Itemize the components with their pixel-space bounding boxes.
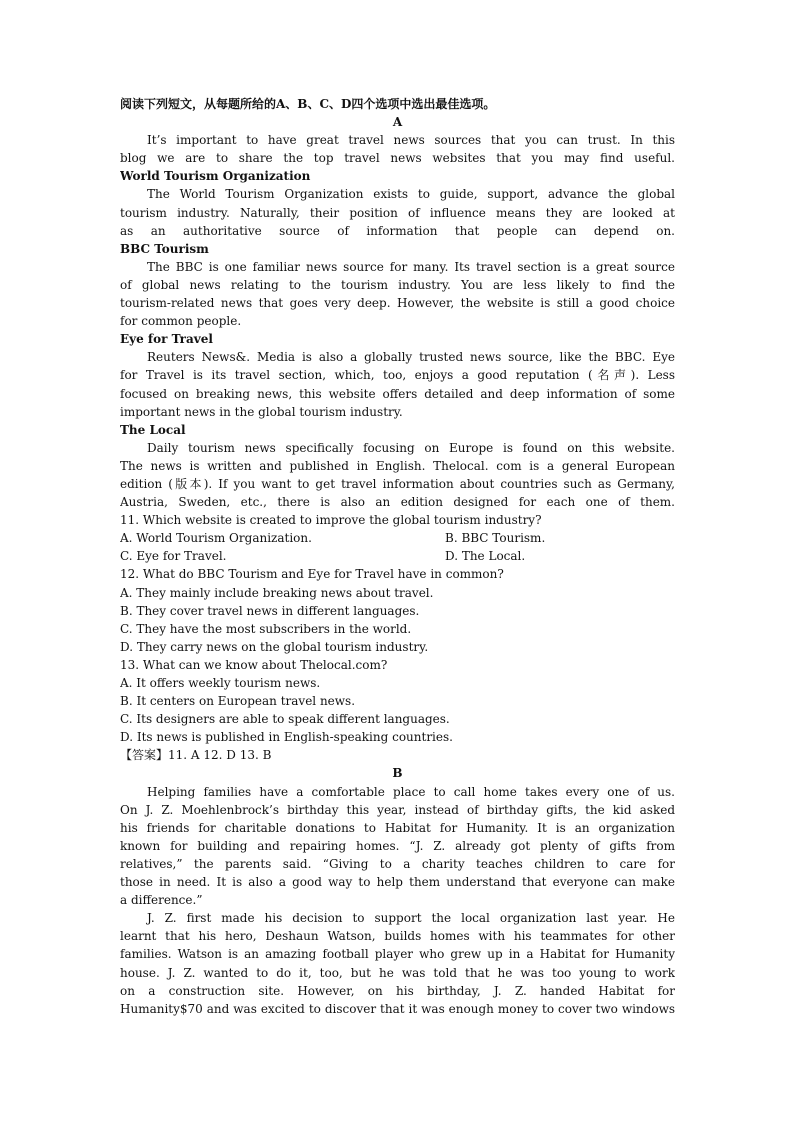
body-line: J. Z. first made his decision to support the local organization last year. He bbox=[147, 911, 675, 926]
body-line: On J. Z. Moehlenbrock’s birthday this year, instead of birthday gifts, the kid asked bbox=[120, 802, 675, 817]
answer-key: 【答案】11. A 12. D 13. B bbox=[120, 748, 272, 763]
option: B. It centers on European travel news. bbox=[120, 694, 356, 709]
body-line: for Travel is its travel section, which, too, enjoys a good reputation (名声). Less bbox=[120, 368, 675, 383]
section-heading: BBC Tourism bbox=[120, 241, 209, 256]
section-heading: The Local bbox=[120, 422, 186, 437]
body-line: as an authoritative source of information that people can depend on. bbox=[120, 223, 675, 238]
section-heading: World Tourism Organization bbox=[120, 169, 311, 184]
body-line: Reuters News&. Media is also a globally trusted news source, like the BBC. Eye bbox=[147, 350, 675, 365]
document-page bbox=[120, 95, 675, 1018]
body-line: focused on breaking news, this website offers detailed and deep information of some bbox=[120, 386, 675, 401]
option: D. The Local. bbox=[445, 549, 526, 564]
option: B. BBC Tourism. bbox=[445, 531, 546, 546]
option-row bbox=[120, 547, 675, 565]
body-line: important news in the global tourism industry. bbox=[120, 404, 403, 419]
section-heading: Eye for Travel bbox=[120, 332, 213, 347]
body-line: The BBC is one familiar news source for many. Its travel section is a great source bbox=[147, 259, 675, 274]
option: A. It offers weekly tourism news. bbox=[120, 676, 321, 690]
option: A. They mainly include breaking news about travel. bbox=[120, 585, 434, 600]
option: B. They cover travel news in different languages. bbox=[120, 603, 420, 618]
option: C. Its designers are able to speak different languages. bbox=[120, 712, 450, 727]
intro-line: blog we are to share the top travel news websites that you may find useful. bbox=[120, 151, 675, 166]
body-line: edition (版本). If you want to get travel information about countries such as Germany, bbox=[120, 476, 675, 491]
body-line: relatives,” the parents said. “Giving to a charity teaches children to care for bbox=[120, 856, 675, 871]
option: C. Eye for Travel. bbox=[120, 549, 227, 564]
instruction: 阅读下列短文，从每题所给的A、B、C、D四个选项中选出最佳选项。 bbox=[120, 97, 496, 111]
body-line: of global news relating to the tourism industry. You are less likely to find the bbox=[120, 277, 675, 292]
body-line: known for building and repairing homes. “J. Z. already got plenty of gifts from bbox=[120, 838, 675, 853]
body-line: Daily tourism news specifically focusing on Europe is found on this website. bbox=[147, 440, 675, 455]
body-line: Austria, Sweden, etc., there is also an edition designed for each one of them. bbox=[120, 495, 675, 510]
body-line: families. Watson is an amazing football player who grew up in a Habitat for Humanity bbox=[120, 947, 675, 962]
question-stem: 13. What can we know about Thelocal.com? bbox=[120, 657, 388, 672]
body-line: on a construction site. However, on his birthday, J. Z. handed Habitat for bbox=[120, 983, 675, 998]
body-line: tourism-related news that goes very deep. However, the website is still a good choice bbox=[120, 296, 675, 311]
body-line: those in need. It is also a good way to help them understand that everyone can make bbox=[120, 875, 675, 890]
body-line: learnt that his hero, Deshaun Watson, builds homes with his teammates for other bbox=[120, 929, 675, 944]
intro-line: It’s important to have great travel news sources that you can trust. In this bbox=[147, 133, 675, 148]
body-line: The World Tourism Organization exists to guide, support, advance the global bbox=[147, 187, 675, 202]
option-row bbox=[120, 529, 675, 547]
body-line: Humanity$70 and was excited to discover that it was enough money to cover two windows bbox=[120, 1001, 675, 1016]
passage-b-label: B bbox=[392, 766, 403, 781]
body-line: tourism industry. Naturally, their position of influence means they are looked at bbox=[120, 205, 675, 220]
question-stem: 12. What do BBC Tourism and Eye for Travel have in common? bbox=[120, 567, 504, 582]
body-line: house. J. Z. wanted to do it, too, but he was told that he was too young to work bbox=[120, 965, 675, 980]
passage-a-label: A bbox=[392, 115, 403, 130]
body-line: a difference.” bbox=[120, 893, 203, 908]
body-line: his friends for charitable donations to Habitat for Humanity. It is an organization bbox=[120, 820, 675, 835]
option: D. Its news is published in English-speaking countries. bbox=[120, 730, 453, 745]
question-stem: 11. Which website is created to improve the global tourism industry? bbox=[120, 513, 542, 528]
body-line: Helping families have a comfortable place to call home takes every one of us. bbox=[147, 784, 675, 799]
option: A. World Tourism Organization. bbox=[120, 531, 312, 546]
option: D. They carry news on the global tourism industry. bbox=[120, 639, 429, 654]
body-line: for common people. bbox=[120, 314, 242, 329]
body-line: The news is written and published in English. Thelocal. com is a general European bbox=[120, 458, 675, 473]
option: C. They have the most subscribers in the world. bbox=[120, 621, 412, 636]
